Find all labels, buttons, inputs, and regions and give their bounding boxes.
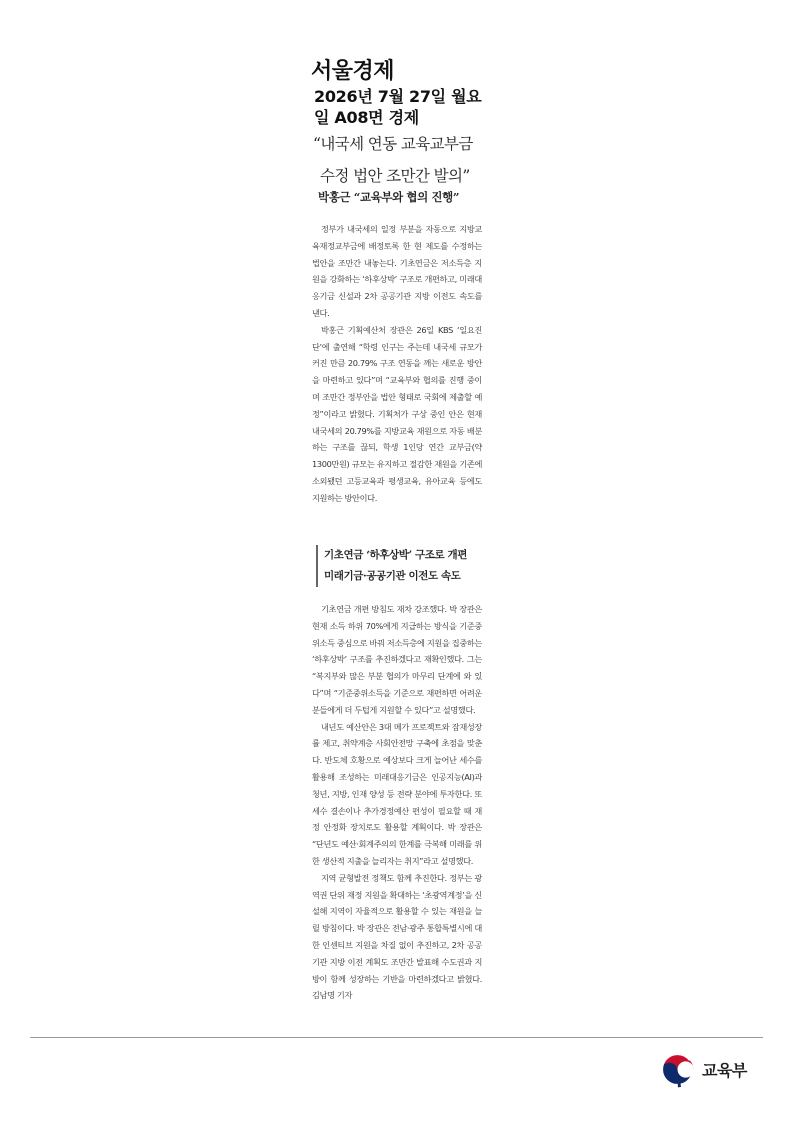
newspaper-name: 서울경제: [311, 59, 395, 84]
mid-headline-box: [316, 545, 489, 587]
body-paragraph: 박홍근 기획예산처 장관은 26일 KBS ‘일요진단’에 출연해 “학령 인구는 주는데 내국세 규모가 커진 만큼 20.79% 구조 연동을 깨는 새로운 방안을 마련하고 있다”며 “교육부와 협의를 진행 중이며 조만간 정부안을 법안 형태로 국회에 제출할 예정”이라고 밝혔다. 기획처가 구상 중인 안은 현재 내국세의 20.79%를 지방교육 재원으로 자동 배분하는 구조를 끊되, 학생 1인당 연간 교부금(약 1300만원) 규모는 유지하고 절감한 재원을 기존에 소외됐던 고등교육과 평생교육, 유아교육 등에도 지원하는 방안이다.: [312, 324, 482, 503]
headline-line-1: “내국세 연동 교육교부금: [313, 135, 473, 153]
body-paragraph: 정부가 내국세의 일정 부분을 자동으로 지방교육재정교부금에 배정토록 한 현 제도를 수정하는 법안을 조만간 내놓는다. 기초연금은 저소득층 지원을 강화하는 ‘하후상박’ 구조로 개편하고, 미래대응기금 신설과 2차 공공기관 지방 이전도 속도를 낸다.: [312, 224, 482, 318]
dateline-line-1: 2026년 7월 27일 월요: [314, 87, 482, 106]
mid-headline-line-2: 미래기금·공공기관 이전도 속도: [324, 570, 461, 582]
headline-line-2: 수정 법안 조만간 발의”: [320, 167, 470, 185]
body-paragraph: 내년도 예산안은 3대 메가 프로젝트와 잠재성장률 제고, 취약계층 사회안전망 구축에 초점을 맞춘다. 반도체 호황으로 예상보다 크게 늘어난 세수를 활용해 조성하는 미래대응기금은 인공지능(AI)과 청년, 지방, 인재 양성 등 전략 분야에 투자한다. 또 세수 결손이나 추가경정예산 편성이 필요할 때 재정 안정화 장치로도 활용할 계획이다. 박 장관은 “단년도 예산·회계주의의 한계를 극복해 미래를 위한 생산적 지출을 늘리자는 취지”라고 설명했다.: [312, 721, 482, 866]
publication-info: [311, 58, 486, 128]
body-paragraph: 기초연금 개편 방침도 재차 강조했다. 박 장관은 현재 소득 하위 70%에게 지급하는 방식을 기준중위소득 중심으로 바꿔 저소득층에 지원을 집중하는 ‘하후상박’ 구조를 추진하겠다고 재확인했다. 그는 “복지부와 많은 부분 협의가 마무리 단계에 와 있다”며 “기준중위소득을 기준으로 재편하면 어려운 분들에게 더 두텁게 지원할 수 있다”고 설명했다.: [312, 604, 483, 715]
dateline-line-2: 일 A08면 경제: [314, 108, 419, 127]
footer-divider: [30, 1037, 763, 1038]
mid-headline-line-1: 기초연금 ‘하후상박’ 구조로 개편: [324, 549, 467, 561]
taegeuk-icon: [659, 1051, 696, 1088]
ministry-name: 교육부: [702, 1060, 747, 1080]
article-body-bottom: [312, 601, 482, 1004]
body-paragraph: 지역 균형발전 정책도 함께 추진한다. 정부는 광역권 단위 재정 지원을 확대하는 ‘초광역계정’을 신설해 지역이 자율적으로 활용할 수 있는 재원을 늘릴 방침이다. 박 장관은 전남·광주 통합특별시에 대한 인센티브 지원을 차질 없이 추진하고, 2차 공공기관 지방 이전 계획도 조만간 발표해 수도권과 지방이 함께 성장하는 기반을 마련하겠다고 밝혔다. 김남명 기자: [312, 872, 482, 1001]
headline: [313, 128, 488, 192]
subhead: 박홍근 “교육부와 협의 진행”: [318, 190, 460, 204]
article-body-top: [312, 221, 482, 507]
ministry-logo: [659, 1050, 747, 1088]
